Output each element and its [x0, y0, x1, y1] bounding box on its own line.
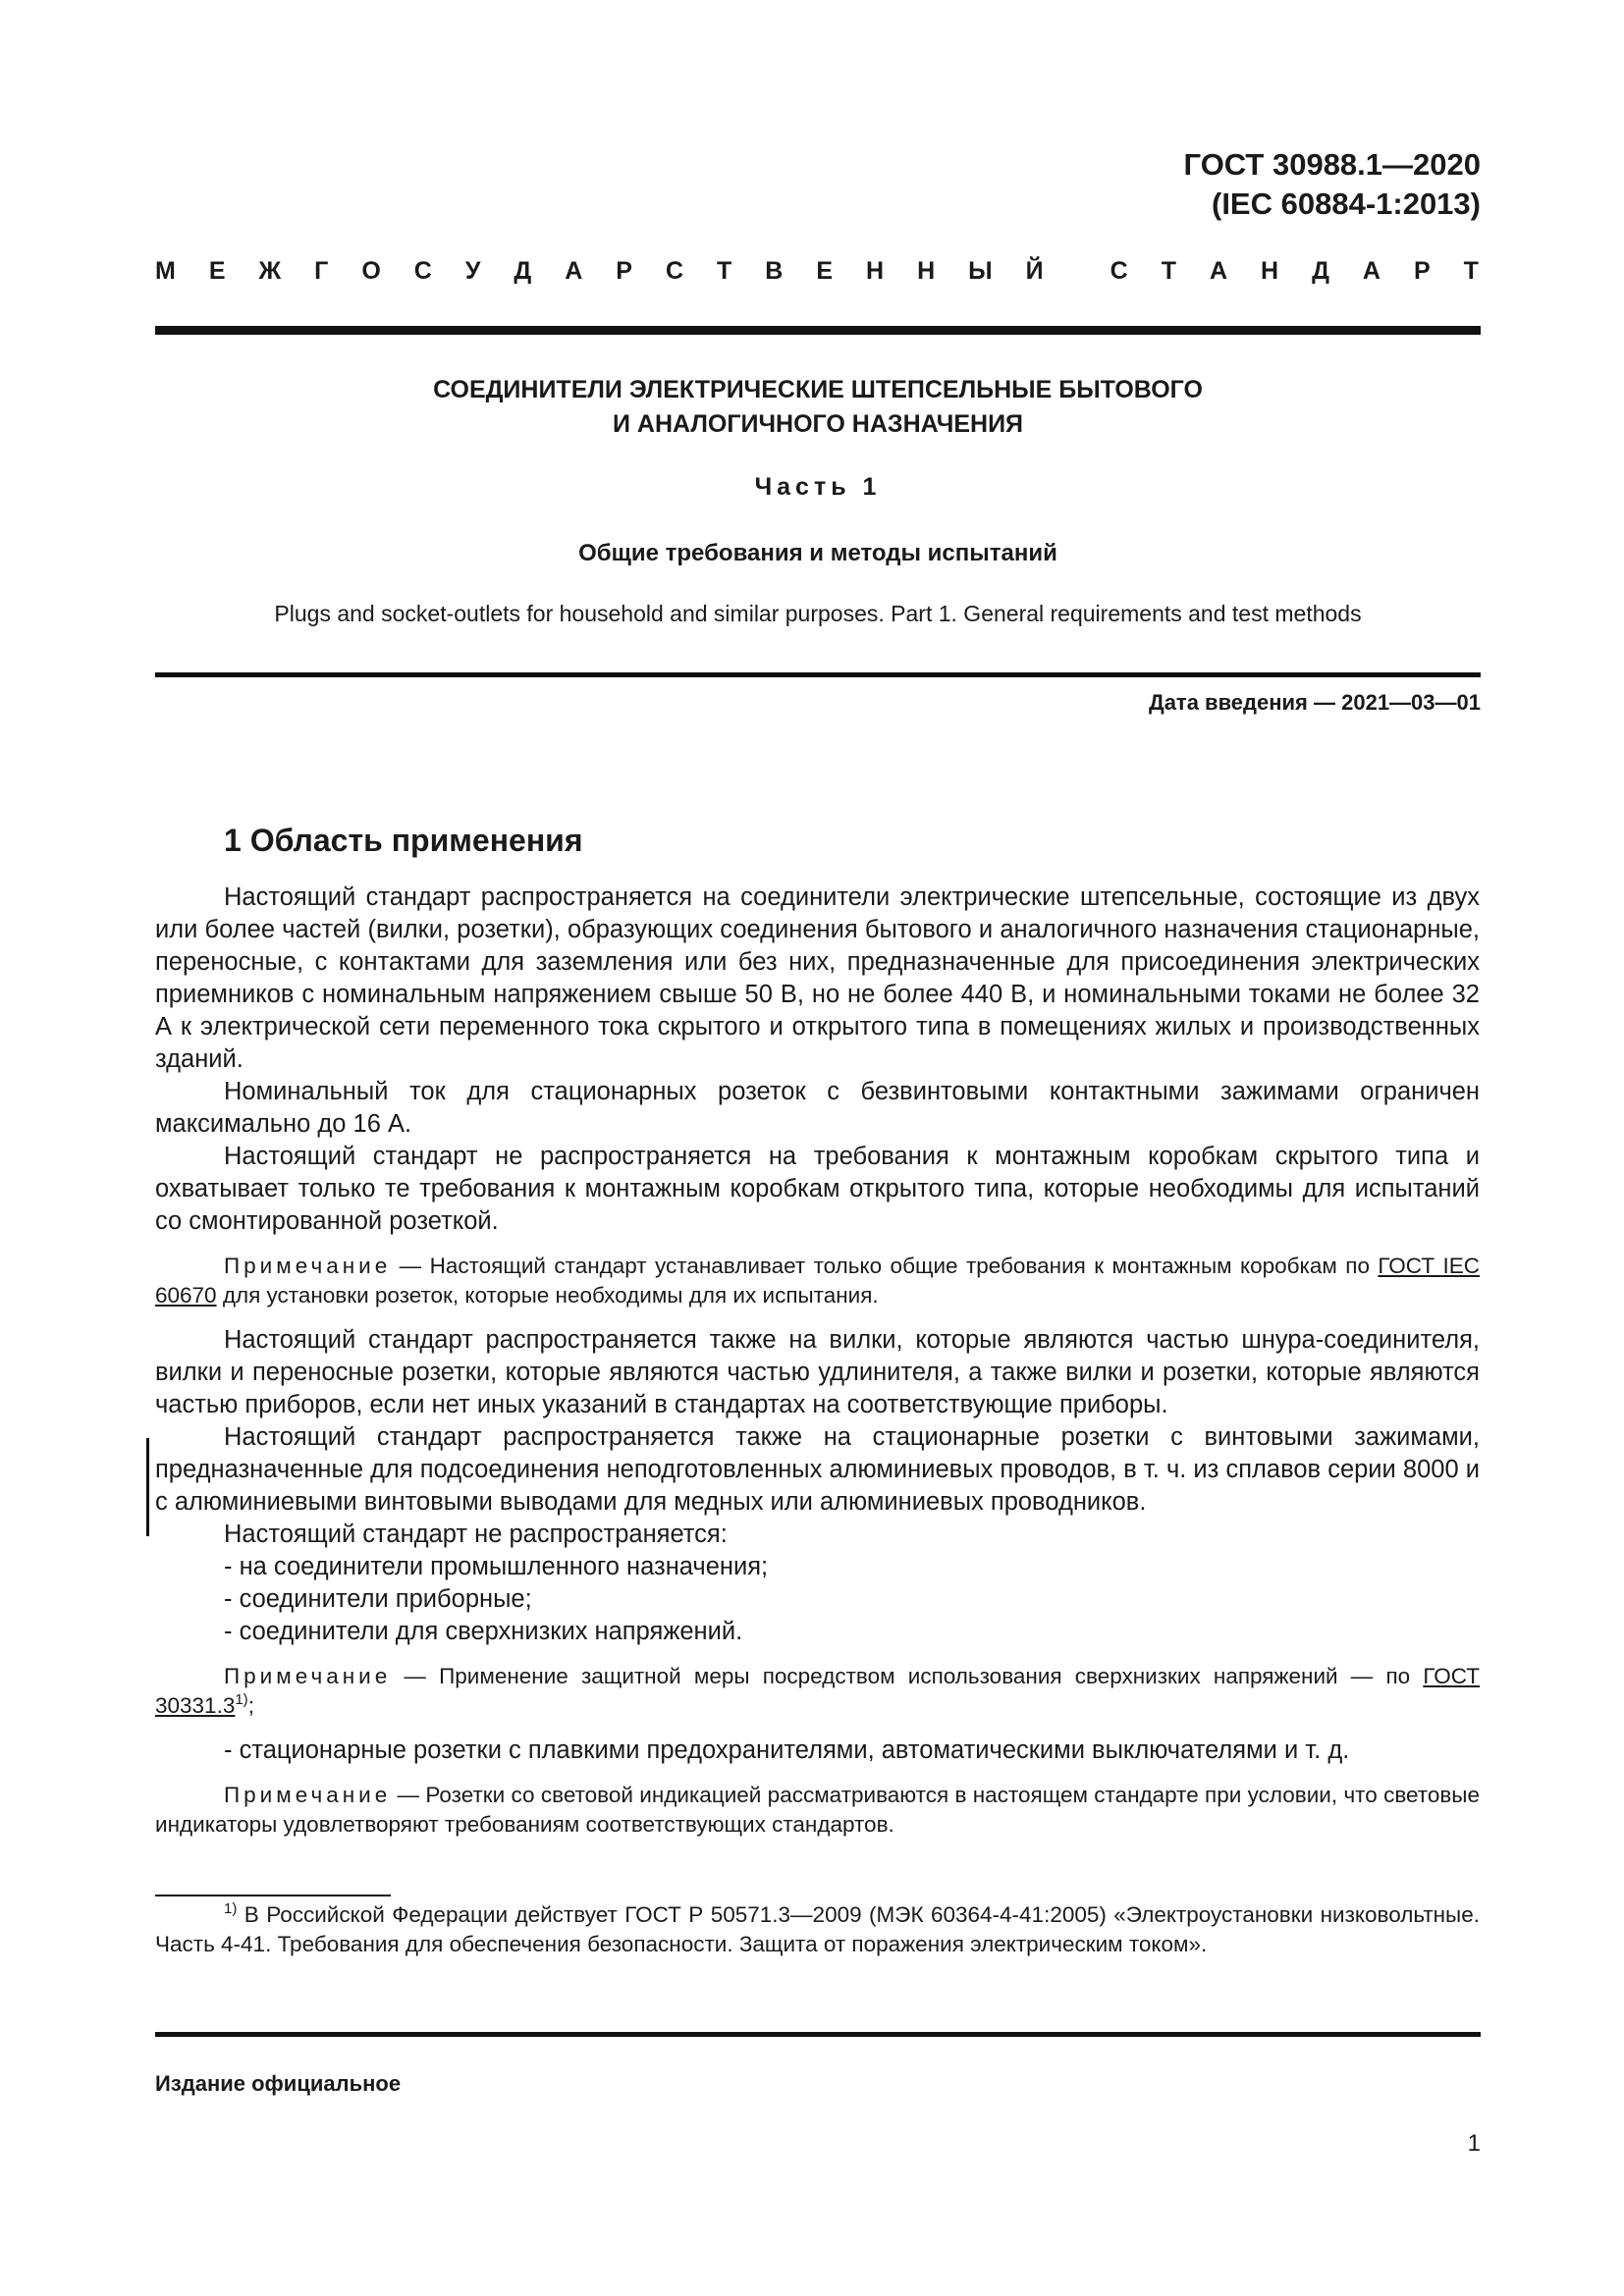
interstate-letter: Н [1261, 257, 1279, 285]
paragraph: Настоящий стандарт не распространяется: [224, 1521, 728, 1548]
note-separator: — [391, 1664, 440, 1688]
note-text: Розетки со световой индикацией рассматриваются в настоящем стандарте при условии, что световые индикаторы удовлетворяют требованиям соответствующих стандартов. [155, 1783, 1480, 1837]
footer-divider [155, 2032, 1481, 2037]
footnote-divider [155, 1895, 391, 1896]
document-title [155, 373, 1481, 442]
iec-number: (IEC 60884-1:2013) [1212, 187, 1481, 221]
note-text: Настоящий стандарт устанавливает только общие требования к монтажным коробкам по [429, 1254, 1379, 1278]
interstate-letter: У [464, 257, 481, 285]
note-text: для установки розеток, которые необходимы для их испытания. [216, 1283, 879, 1308]
note-text: Применение защитной меры посредством использования сверхнизких напряжений — по [439, 1664, 1424, 1688]
introduction-date: Дата введения — 2021—03—01 [1149, 690, 1481, 715]
title-line-2: И АНАЛОГИЧНОГО НАЗНАЧЕНИЯ [612, 410, 1024, 438]
note-text: ; [247, 1693, 254, 1718]
interstate-letter: Г [314, 257, 329, 285]
interstate-letter: Н [866, 257, 885, 285]
gost-30331-3-link[interactable]: ГОСТ 30331.3 [155, 1664, 1481, 1718]
change-bar [146, 1438, 149, 1536]
interstate-letter: С [413, 257, 432, 285]
list-item: - соединители приборные; [224, 1585, 532, 1613]
note-label: Примечание [224, 1254, 392, 1278]
interstate-letter: А [565, 257, 583, 285]
paragraph: Настоящий стандарт распространяется также на вилки, которые являются частью шнура-соединителя, вилки и переносные розетки, которые являются частью удлинителя, а также вилки и розетки, которые являются частью приборов, если нет иных указаний в стандартах на соответствующие приборы. [155, 1326, 1480, 1418]
interstate-letter: В [765, 257, 784, 285]
interstate-letter: С [665, 257, 684, 285]
list-item: - стационарные розетки с плавкими предохранителями, автоматическими выключателями и т. д. [224, 1736, 1350, 1764]
paragraph: Настоящий стандарт распространяется также на стационарные розетки с винтовыми зажимами, предназначенные для подсоединения неподготовленных алюминиевых проводов, в т. ч. из сплавов серии 8000 и с алюминиевыми винтовыми выводами для медных или алюминиевых проводников. [155, 1423, 1480, 1516]
part-number: Часть 1 [754, 473, 882, 501]
interstate-letter: О [361, 257, 381, 285]
section-body [155, 881, 1480, 1853]
official-edition-label: Издание официальное [155, 2071, 402, 2096]
interstate-letter: Р [616, 257, 632, 285]
interstate-letter: Д [514, 257, 532, 285]
footnote-mark: 1) [224, 1900, 238, 1917]
interstate-letter: С [1110, 257, 1128, 285]
paragraph: Номинальный ток для стационарных розеток с безвинтовыми контактными зажимами ограничен максимально до 16 А. [155, 1078, 1480, 1138]
interstate-letter: Й [1025, 257, 1044, 285]
title-line-1: СОЕДИНИТЕЛИ ЭЛЕКТРИЧЕСКИЕ ШТЕПСЕЛЬНЫЕ БЫТОВОГО [433, 376, 1203, 403]
paragraph: Настоящий стандарт распространяется на соединители электрические штепсельные, состоящие из двух или более частей (вилки, розетки), образующих соединения бытового и аналогичного назначения стационарные, переносные, с контактами для заземления или без них, предназначенные для присоединения электрических приемников с номинальным напряжением свыше 50 В, но не более 440 В, и номинальными токами не более 32 А к электрической сети переменного тока скрытого и открытого типа в помещениях жилых и производственных зданий. [155, 883, 1480, 1073]
interstate-letter: Е [208, 257, 226, 285]
interstate-letter: Е [816, 257, 834, 285]
header-divider [155, 326, 1481, 335]
english-title: Plugs and socket-outlets for household and similar purposes. Part 1. General requirements and test methods [274, 601, 1362, 626]
list-item: - соединители для сверхнизких напряжений. [224, 1618, 743, 1645]
interstate-letter: Ж [258, 257, 282, 285]
interstate-letter: Т [1463, 257, 1479, 285]
interstate-letter: Н [917, 257, 936, 285]
interstate-letter: Р [1413, 257, 1431, 285]
standard-number: ГОСТ 30988.1—2020 [1183, 147, 1481, 182]
part-subtitle: Общие требования и методы испытаний [578, 540, 1057, 566]
note-label: Примечание [224, 1783, 392, 1807]
title-divider [155, 672, 1481, 677]
note [155, 1781, 1480, 1840]
interstate-letter: М [155, 257, 176, 285]
interstate-letter: А [1362, 257, 1380, 285]
note-label: Примечание [224, 1664, 392, 1688]
list-item: - на соединители промышленного назначения; [224, 1553, 769, 1580]
note [155, 1252, 1480, 1310]
note-separator: — [391, 1254, 430, 1278]
page-number: 1 [1467, 2130, 1481, 2157]
interstate-letter: Д [1312, 257, 1329, 285]
section-heading: 1 Область применения [224, 823, 583, 858]
standard-designation [1184, 145, 1481, 224]
interstate-letter: Т [717, 257, 732, 285]
note-separator: — [391, 1783, 426, 1807]
note [155, 1662, 1480, 1721]
interstate-standard-label [155, 257, 1479, 286]
paragraph: Настоящий стандарт не распространяется на требования к монтажным коробкам скрытого типа и охватывает только те требования к монтажным коробкам открытого типа, которые необходимы для испытаний со смонтированной розеткой. [155, 1143, 1480, 1235]
gost-iec-60670-link[interactable]: ГОСТ IEC 60670 [155, 1254, 1480, 1308]
interstate-letter: А [1209, 257, 1228, 285]
footnote-text: В Российской Федерации действует ГОСТ Р 50571.3—2009 (МЭК 60364-4-41:2005) «Электроустановки низковольтные. Часть 4-41. Требования для обеспечения безопасности. Защита от поражения электрическим током». [155, 1902, 1480, 1956]
footnote [155, 1900, 1480, 1959]
interstate-letter: Т [1161, 257, 1176, 285]
interstate-letter: Ы [968, 257, 993, 285]
footnote-reference: 1) [235, 1691, 248, 1708]
